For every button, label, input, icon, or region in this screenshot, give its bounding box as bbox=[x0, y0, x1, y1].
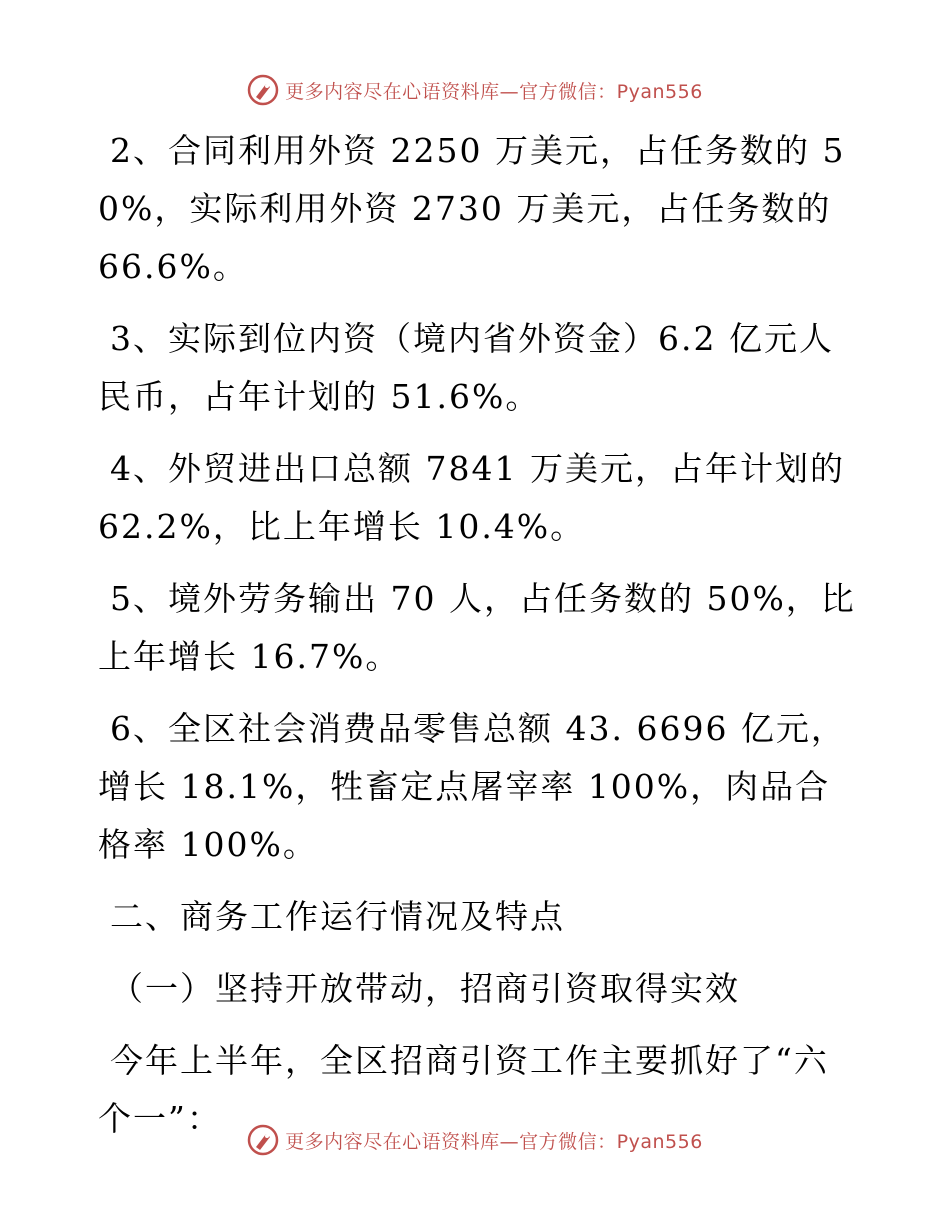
pen-nib-icon bbox=[247, 1124, 279, 1156]
footer-watermark bbox=[0, 1120, 950, 1160]
pen-nib-icon bbox=[247, 74, 279, 106]
watermark-text: 更多内容尽在心语资料库—官方微信：Pyan556 bbox=[285, 80, 703, 103]
paragraph-retail-sales: 6、全区社会消费品零售总额 43. 6696 亿元，增长 18.1%，牲畜定点屠宰率 100%，肉品合格率 100%。 bbox=[98, 709, 846, 864]
paragraph-foreign-capital: 2、合同利用外资 2250 万美元，占任务数的 50%，实际利用外资 2730 万美元，占任务数的 66.6%。 bbox=[98, 131, 846, 286]
section-heading: 二、商务工作运行情况及特点 bbox=[110, 897, 565, 936]
paragraph-foreign-trade: 4、外贸进出口总额 7841 万美元，占年计划的 62.2%，比上年增长 10.4%。 bbox=[98, 449, 845, 546]
paragraph-investment-summary: 今年上半年，全区招商引资工作主要抓好了“六个一”： bbox=[98, 1041, 829, 1138]
document-body bbox=[98, 122, 858, 1162]
paragraph-domestic-capital: 3、实际到位内资（境内省外资金）6.2 亿元人民币，占年计划的 51.6%。 bbox=[98, 319, 834, 416]
paragraph-labor-export: 5、境外劳务输出 70 人，占任务数的 50%，比上年增长 16.7%。 bbox=[98, 579, 856, 676]
subsection-heading: （一）坚持开放带动，招商引资取得实效 bbox=[110, 969, 740, 1008]
watermark-text: 更多内容尽在心语资料库—官方微信：Pyan556 bbox=[285, 1130, 703, 1153]
header-watermark bbox=[0, 70, 950, 110]
